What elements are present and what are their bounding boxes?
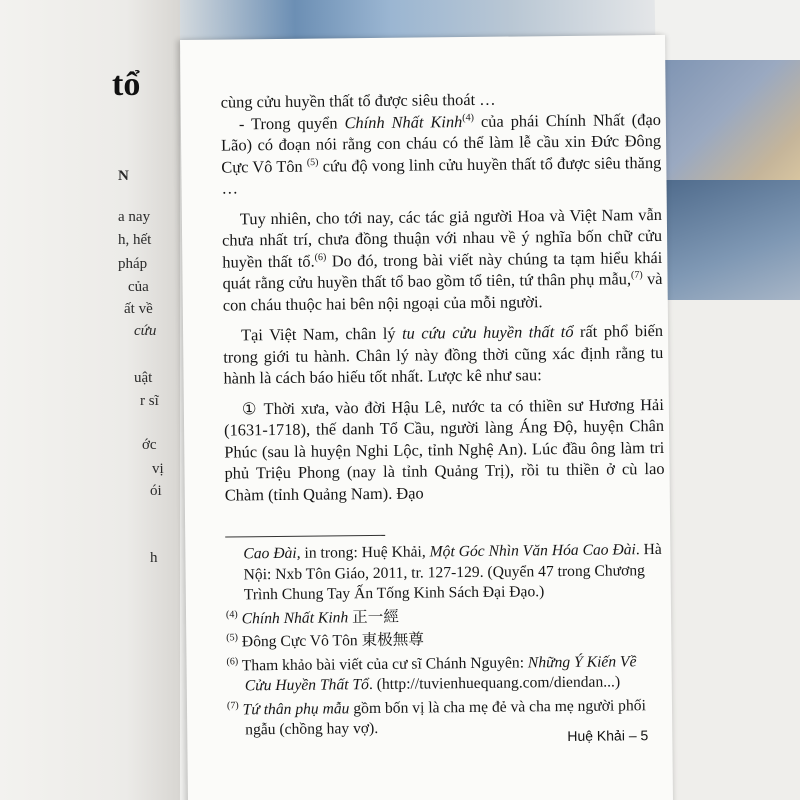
- background-book-right-lower: [660, 180, 800, 300]
- left-fragment: a nay: [118, 209, 151, 225]
- book-page: [180, 35, 673, 800]
- footnote-divider: [225, 535, 385, 538]
- footnote-ref: (4): [462, 111, 474, 124]
- footnote-6: $^{(6)}$ Tham khảo bài viết của cư sĩ Chánh Nguyên: Những Ý Kiến Về Cửu Huyền Thất Tổ. (http://tuvienhuequang.com/diendan...): [226, 652, 637, 695]
- footnote-5: $^{(5)}$ Đông Cực Vô Tôn 東极無尊: [226, 631, 424, 651]
- left-fragment: ất về: [124, 301, 153, 317]
- footnote-ref: (6): [314, 251, 327, 263]
- left-fragment: r sĩ: [140, 393, 159, 409]
- paragraph: ① Thời xưa, vào đời Hậu Lê, nước ta có thiền sư Hương Hải (1631-1718), thế danh Tổ Cầu, người làng Áng Độ, huyện Chân Phúc (sau là huyện Nghi Lộc, tỉnh Nghệ An). Lúc đầu ông làm tri phủ Triệu Phong (nay là tỉnh Quảng Trị), rồi tu thiền ở cù lao Chàm (tỉnh Quảng Nam). Đạo: [223, 394, 665, 505]
- page-footer: Huệ Khải – 5: [567, 727, 649, 744]
- background-table: [660, 300, 800, 800]
- paragraph-line: cùng cửu huyền thất tổ được siêu thoát …: [220, 89, 496, 112]
- left-fragment: ói: [150, 483, 162, 499]
- footnote-7: $^{(7)}$ Tứ thân phụ mẫu gồm bốn vị là cha mẹ đẻ và cha mẹ người phối ngẫu (chồng hay vợ).: [226, 696, 646, 739]
- left-fragment: cứu: [134, 323, 157, 339]
- footnote-ref: (5): [306, 156, 319, 168]
- book-title: Chính Nhất Kinh: [344, 111, 463, 132]
- left-fragment: h, hết: [118, 232, 152, 248]
- page-body: [221, 87, 665, 506]
- footnotes: [225, 540, 667, 741]
- footnote-continuation: Cao Đài, in trong: Huệ Khải, Một Góc Nhìn Văn Hóa Cao Đài. Hà Nội: Nxb Tôn Giáo, 2011, tr. 127-129. (Quyển 47 trong Chương Trình Chung Tay Ấn Tống Kinh Sách Đại Đạo.): [243, 540, 662, 604]
- left-page: [0, 0, 180, 800]
- paragraph: Tuy nhiên, cho tới nay, các tác giả người Hoa và Việt Nam vẫn chưa nhất trí, chưa đồng thuận với nhau về ý nghĩa bốn chữ cửu huyền thất tổ.$^{(6)}$ Do đó, trong bài viết này chúng ta tạm hiểu khái quát rằng cửu huyền thất tổ bao gồm tổ tiên, tứ thân phụ mẫu,$^{(7)}$ và con cháu thuộc hai bên nội ngoại của mỗi người.: [221, 204, 663, 315]
- left-fragment: của: [128, 279, 149, 295]
- paragraph: Tại Việt Nam, chân lý tu cứu cửu huyền thất tổ rất phổ biến trong giới tu hành. Chân lý này đồng thời cũng xác định rằng tu hành là cách báo hiếu tốt nhất. Lược kê như sau:: [223, 320, 664, 388]
- footnote-ref: (7): [630, 269, 643, 281]
- left-fragment: ớc: [142, 437, 157, 453]
- left-title-fragment: tổ: [112, 66, 141, 103]
- footnote-4: $^{(4)}$ Chính Nhất Kinh 正一經: [225, 608, 399, 627]
- left-fragment: pháp: [118, 256, 148, 272]
- paragraph: - Trong quyển Chính Nhất Kinh$^{(4)}$ của phái Chính Nhất (đạo Lão) có đoạn nói rằng con cháu có thể làm lễ cầu xin Đức Đông Cực Vô Tôn $^{(5)}$ cứu độ vong linh cửu huyền thất tổ được siêu thăng …: [221, 109, 662, 198]
- list-marker: ①: [241, 398, 259, 418]
- left-heading-fragment: N: [118, 168, 129, 184]
- left-fragment: h: [150, 550, 158, 566]
- left-fragment: uật: [134, 370, 153, 386]
- left-fragment: vị: [152, 461, 164, 477]
